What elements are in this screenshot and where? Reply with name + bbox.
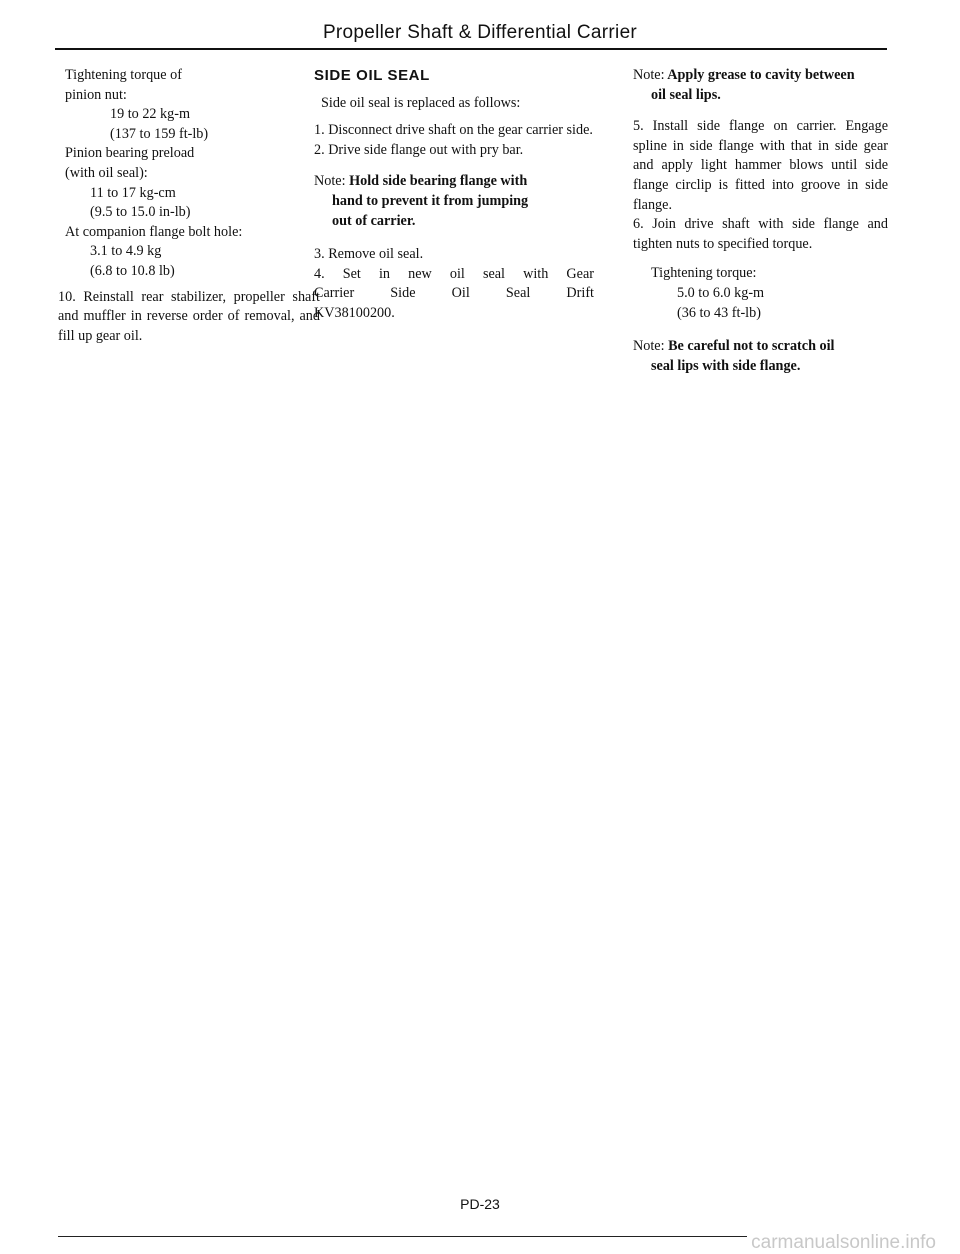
note-text: Be careful not to scratch oil bbox=[668, 338, 835, 355]
spec-value: 11 to 17 kg-cm bbox=[90, 184, 176, 201]
step-2: 2. Drive side flange out with pry bar. bbox=[314, 141, 524, 158]
note-label: Note: bbox=[314, 173, 346, 190]
watermark: carmanualsonline.info bbox=[747, 1232, 940, 1254]
page-number: PD-23 bbox=[460, 1196, 500, 1212]
page-title: Propeller Shaft & Differential Carrier bbox=[322, 22, 638, 43]
note-text: Hold side bearing flange with bbox=[349, 173, 528, 190]
step-6: 6. Join drive shaft with side flange and tighten nuts to specified torque. bbox=[633, 216, 888, 252]
note-hold-flange bbox=[314, 172, 594, 192]
note-label: Note: bbox=[633, 338, 665, 355]
step-4: KV38100200. bbox=[314, 304, 395, 321]
note-text: hand to prevent it from jumping bbox=[332, 192, 529, 209]
step-10: 10. Reinstall rear stabilizer, propeller shaft and muffler in reverse order of removal, and fill up gear oil. bbox=[58, 288, 320, 344]
header-divider bbox=[55, 48, 887, 50]
right-column bbox=[633, 66, 888, 376]
left-column bbox=[58, 66, 320, 346]
torque-value: (36 to 43 ft-lb) bbox=[677, 304, 761, 321]
note-text: seal lips with side flange. bbox=[651, 357, 801, 374]
note-grease bbox=[633, 66, 888, 86]
note-text: Apply grease to cavity between bbox=[667, 67, 855, 83]
spec-line: Tightening torque of bbox=[65, 67, 182, 83]
spec-value: (9.5 to 15.0 in-lb) bbox=[90, 204, 191, 221]
spec-value: (137 to 159 ft-lb) bbox=[110, 125, 209, 142]
step-4: 4. Set in new oil seal with Gear bbox=[314, 265, 594, 282]
step-3: 3. Remove oil seal. bbox=[314, 246, 424, 263]
spec-value: 3.1 to 4.9 kg bbox=[90, 243, 162, 260]
step-1: 1. Disconnect drive shaft on the gear carrier side. bbox=[314, 122, 593, 139]
step-4: Carrier Side Oil Seal Drift bbox=[314, 285, 594, 302]
intro-text: Side oil seal is replaced as follows: bbox=[321, 94, 521, 111]
spec-line: (with oil seal): bbox=[65, 164, 148, 181]
note-text: oil seal lips. bbox=[651, 86, 721, 103]
step-5: 5. Install side flange on carrier. Engage spline in side flange with that in side gear and apply light hammer blows until side flange circlip is fitted into groove in side flange. bbox=[633, 118, 888, 213]
spec-line: At companion flange bolt hole: bbox=[65, 223, 243, 240]
spec-line: pinion nut: bbox=[65, 86, 127, 103]
torque-label: Tightening torque: bbox=[651, 265, 757, 282]
note-text: out of carrier. bbox=[332, 212, 416, 229]
spec-value: 19 to 22 kg-m bbox=[110, 106, 190, 123]
spec-line: Pinion bearing preload bbox=[65, 145, 195, 162]
note-label: Note: bbox=[633, 67, 665, 83]
spec-value: (6.8 to 10.8 lb) bbox=[90, 262, 175, 279]
note-scratch bbox=[633, 337, 888, 357]
section-title: SIDE OIL SEAL bbox=[314, 67, 430, 84]
torque-value: 5.0 to 6.0 kg-m bbox=[677, 284, 765, 301]
middle-column bbox=[314, 66, 594, 324]
